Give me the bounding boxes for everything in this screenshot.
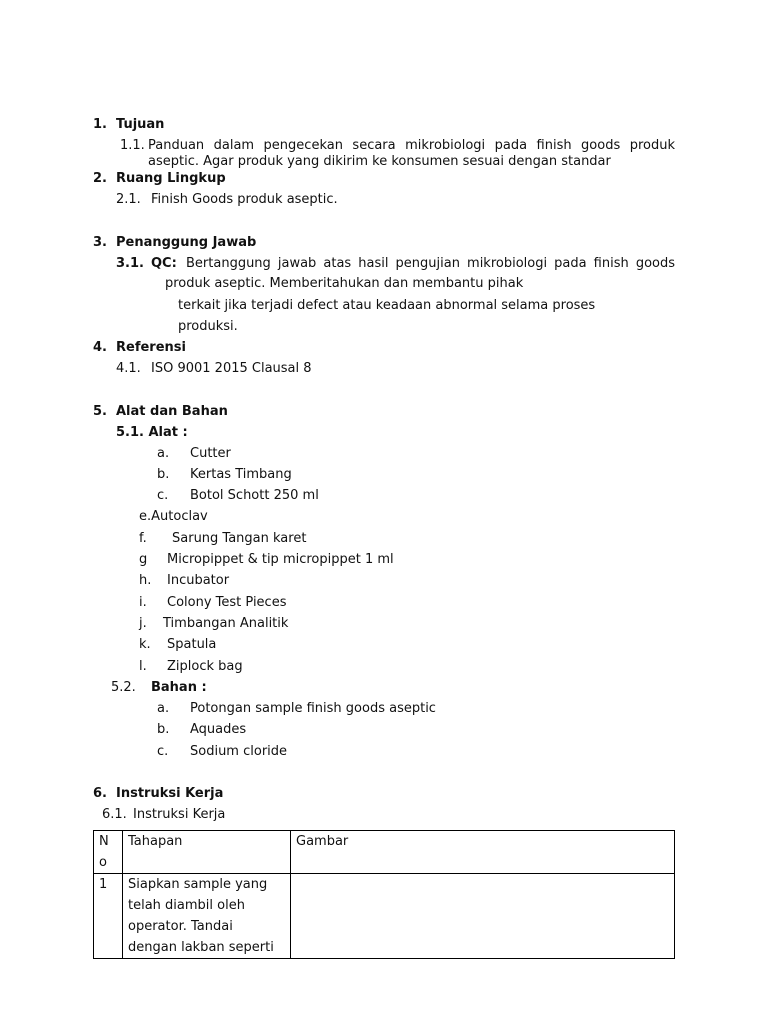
- item-1-1-number: 1.1.: [120, 138, 145, 153]
- row-no: 1: [94, 874, 123, 959]
- item-4-1-text: ISO 9001 2015 Clausal 8: [151, 361, 312, 376]
- alat-item-autoclav: [139, 509, 208, 525]
- section-3-title: Penanggung Jawab: [116, 235, 257, 250]
- header-gambar: Gambar: [291, 831, 675, 874]
- table-header-row: [94, 831, 675, 874]
- tahapan-line: operator. Tandai: [128, 919, 233, 934]
- section-4-title: Referensi: [116, 340, 186, 355]
- alat-item: Ziplock bag: [167, 659, 243, 674]
- alat-item: Micropippet & tip micropippet 1 ml: [167, 552, 394, 567]
- item-3-1-line-1: Bertanggung jawab atas hasil pengujian mikrobiologi pada finish goods: [186, 256, 675, 271]
- table-row: [94, 874, 675, 959]
- work-instruction-table: [93, 830, 675, 959]
- item-1-1-line-2: aseptic. Agar produk yang dikirim ke konsumen sesuai dengan standar: [148, 154, 611, 169]
- tahapan-line: dengan lakban seperti: [128, 940, 274, 955]
- alat-letter: i.: [139, 595, 147, 610]
- alat-letter: j.: [139, 616, 147, 631]
- alat-item: Autoclav: [151, 509, 208, 524]
- tahapan-line: telah diambil oleh: [128, 898, 245, 913]
- alat-letter: e.: [139, 509, 152, 524]
- alat-letter: f.: [139, 531, 147, 546]
- alat-item: Botol Schott 250 ml: [190, 488, 319, 503]
- item-6-1-text: Instruksi Kerja: [133, 807, 226, 822]
- alat-letter: a.: [157, 446, 170, 461]
- bahan-letter: a.: [157, 701, 170, 716]
- item-2-1-number: 2.1.: [116, 192, 141, 207]
- header-tahapan: Tahapan: [123, 831, 291, 874]
- item-3-1-number: 3.1.: [116, 256, 144, 271]
- section-3-number: 3.: [93, 235, 107, 250]
- bahan-item: Potongan sample finish goods aseptic: [190, 701, 436, 716]
- bahan-heading: Bahan :: [151, 680, 207, 695]
- row-gambar: [291, 874, 675, 959]
- item-4-1-number: 4.1.: [116, 361, 141, 376]
- alat-item: Incubator: [167, 573, 230, 588]
- section-6-title: Instruksi Kerja: [116, 786, 224, 801]
- alat-letter: g: [139, 552, 148, 567]
- section-4-number: 4.: [93, 340, 107, 355]
- alat-item: Timbangan Analitik: [163, 616, 289, 631]
- alat-item: Spatula: [167, 637, 217, 652]
- header-no-line-1: N: [99, 834, 109, 849]
- item-3-1-line-2: produk aseptic. Memberitahukan dan membantu pihak: [165, 276, 524, 291]
- header-no: [94, 831, 123, 874]
- alat-letter: h.: [139, 573, 152, 588]
- alat-letter: b.: [157, 467, 170, 482]
- section-1-title: Tujuan: [116, 117, 165, 132]
- alat-letter: c.: [157, 488, 169, 503]
- alat-item: Kertas Timbang: [190, 467, 292, 482]
- section-5-title: Alat dan Bahan: [116, 404, 228, 419]
- header-no-line-2: o: [99, 855, 107, 870]
- item-3-1-line-3: terkait jika terjadi defect atau keadaan abnormal selama proses: [178, 298, 596, 313]
- alat-heading: 5.1. Alat :: [116, 425, 188, 440]
- bahan-number: 5.2.: [111, 680, 136, 695]
- alat-letter: k.: [139, 637, 151, 652]
- item-1-1-line-1: Panduan dalam pengecekan secara mikrobiologi pada finish goods produk: [148, 138, 675, 153]
- section-2-number: 2.: [93, 171, 107, 186]
- item-3-1-label: QC:: [151, 256, 177, 271]
- bahan-item: Aquades: [190, 722, 247, 737]
- section-5-number: 5.: [93, 404, 107, 419]
- row-tahapan: [123, 874, 291, 959]
- bahan-letter: b.: [157, 722, 170, 737]
- section-6-number: 6.: [93, 786, 107, 801]
- alat-item: Sarung Tangan karet: [172, 531, 307, 546]
- section-1-number: 1.: [93, 117, 107, 132]
- bahan-item: Sodium cloride: [190, 744, 288, 759]
- item-2-1-text: Finish Goods produk aseptic.: [151, 192, 338, 207]
- item-6-1-number: 6.1.: [102, 807, 127, 822]
- bahan-letter: c.: [157, 744, 169, 759]
- tahapan-line: Siapkan sample yang: [128, 877, 268, 892]
- alat-item: Colony Test Pieces: [167, 595, 287, 610]
- item-3-1-line-4: produksi.: [178, 319, 238, 334]
- section-2-title: Ruang Lingkup: [116, 171, 226, 186]
- alat-item: Cutter: [190, 446, 231, 461]
- alat-letter: l.: [139, 659, 147, 674]
